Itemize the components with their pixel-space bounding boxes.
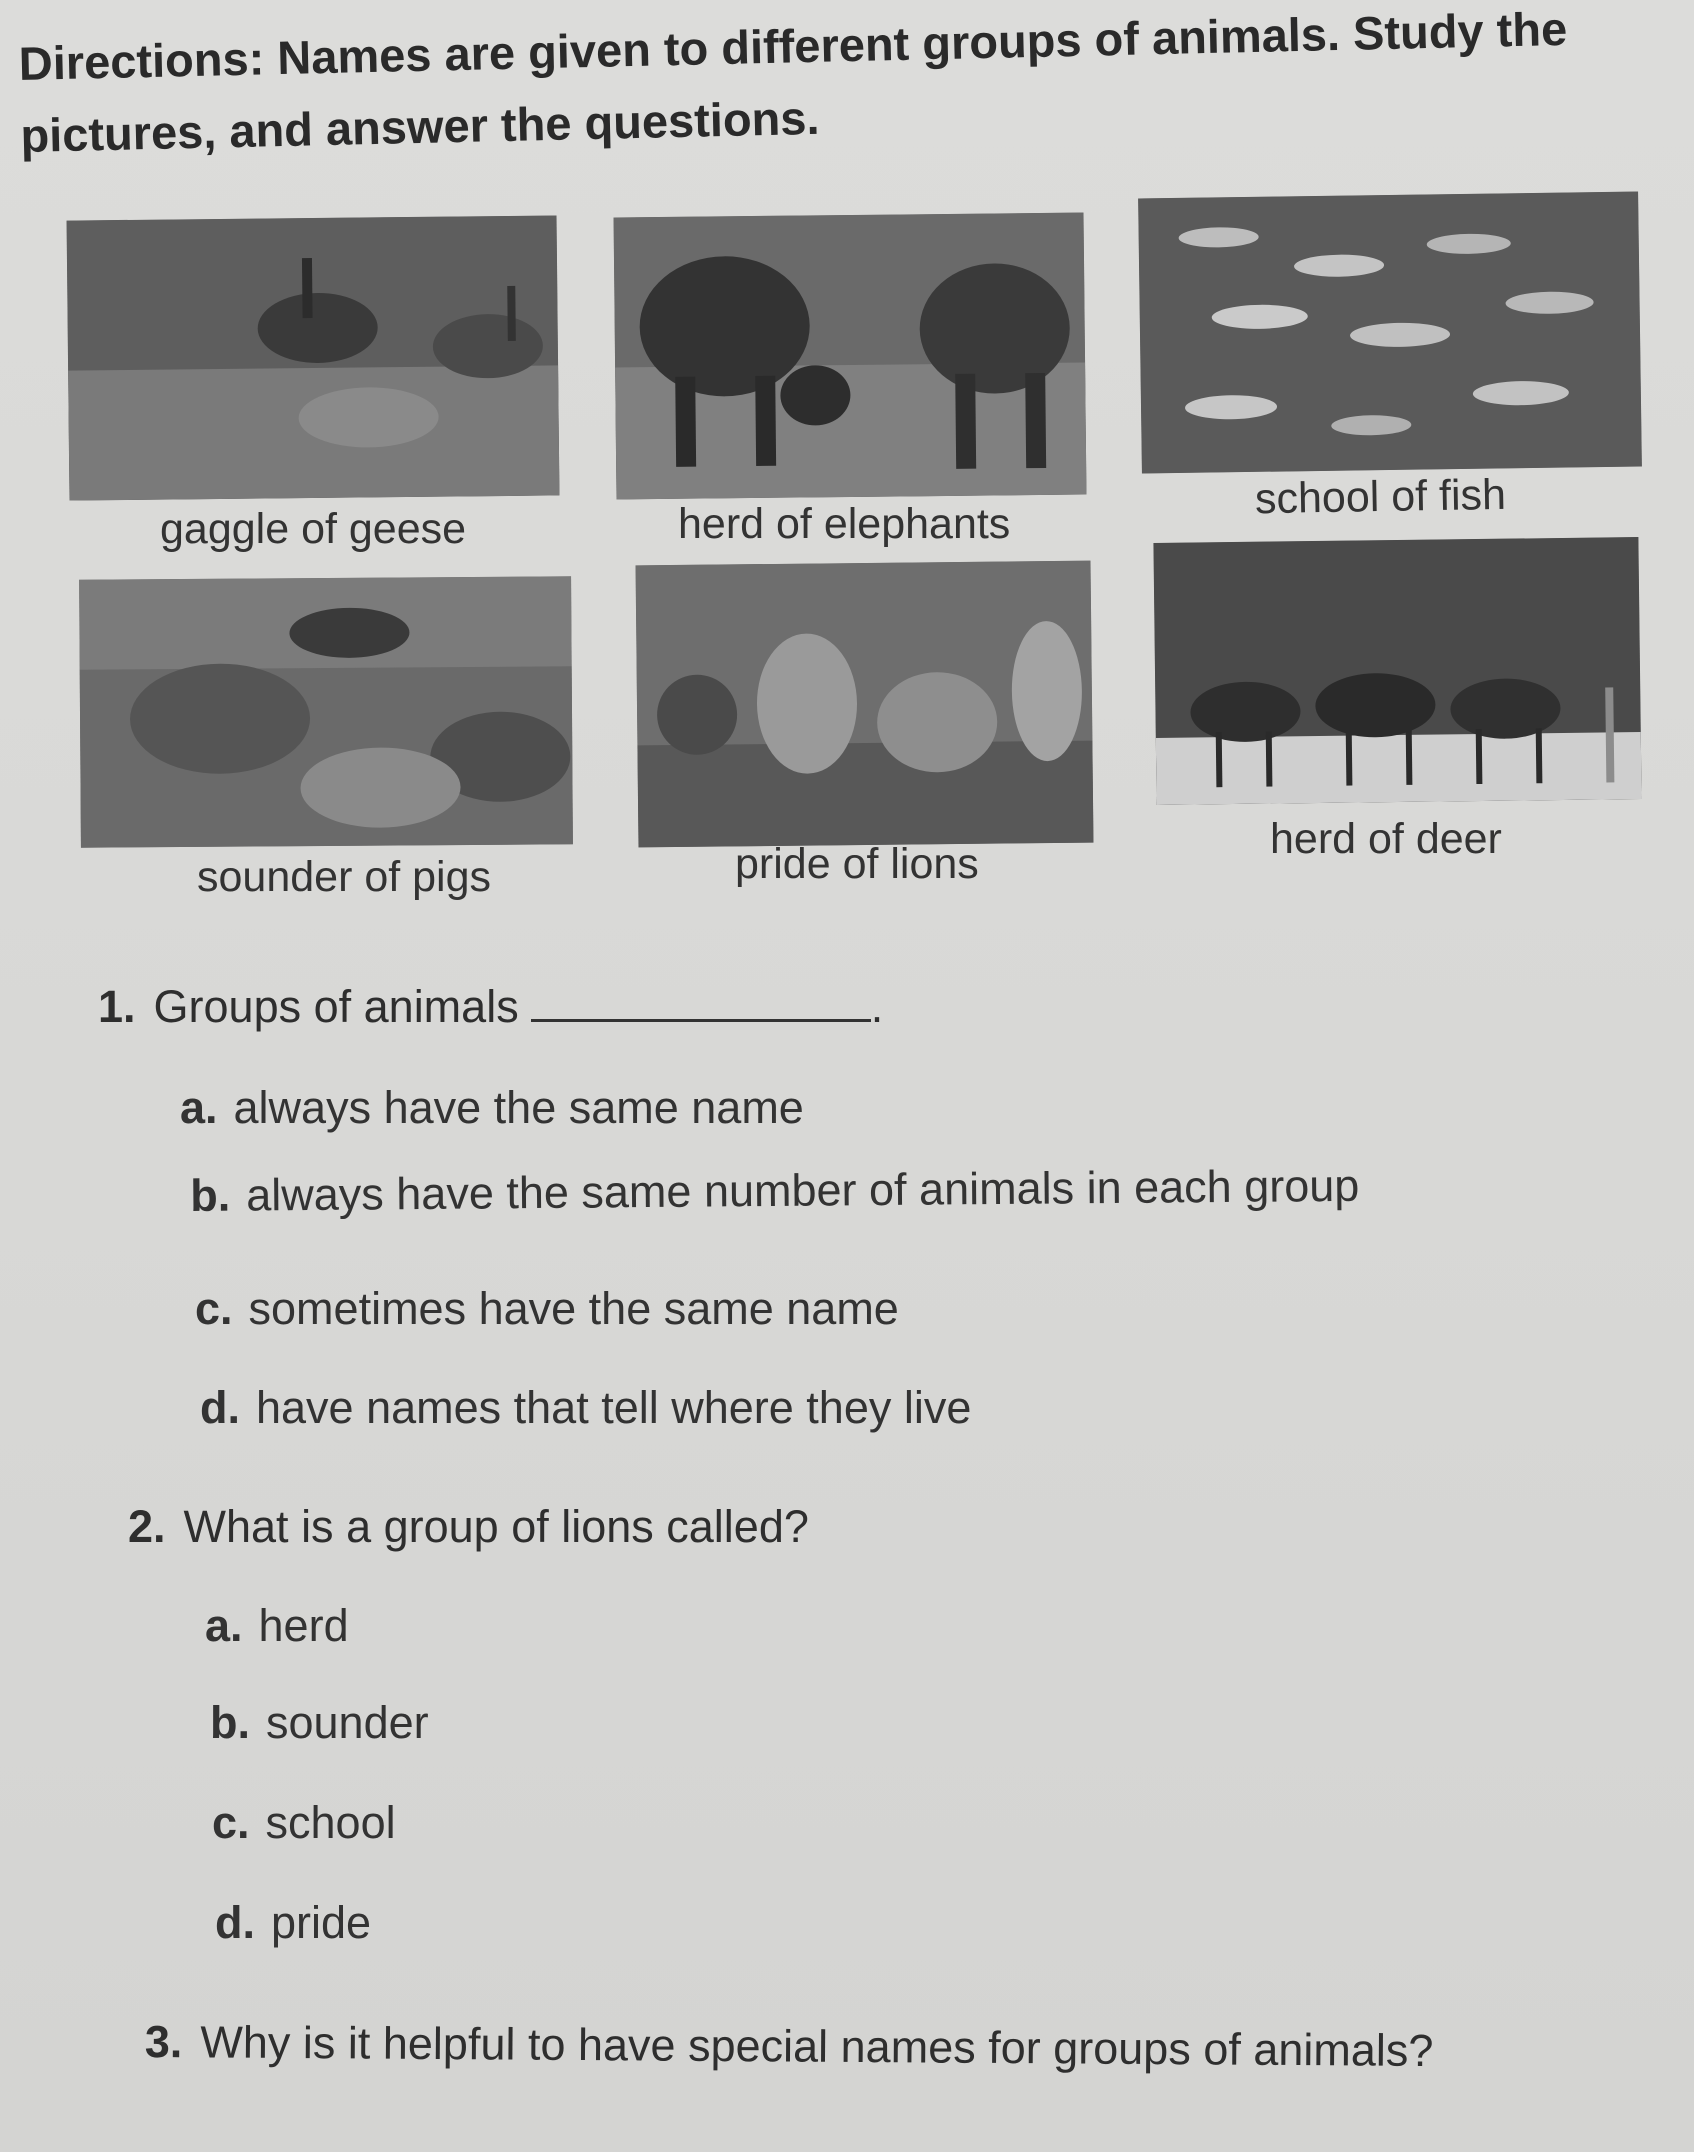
q2-option-c[interactable] xyxy=(212,1797,396,1849)
lions-photo xyxy=(636,561,1094,848)
q1-option-c[interactable] xyxy=(195,1283,899,1335)
option-text: have names that tell where they live xyxy=(256,1382,972,1433)
fish-photo xyxy=(1138,192,1642,474)
option-text: sounder xyxy=(266,1697,429,1748)
question-1 xyxy=(98,980,883,1034)
question-3-text: Why is it helpful to have special names for groups of animals? xyxy=(200,2016,1434,2076)
question-1-text: Groups of animals xyxy=(153,981,519,1032)
q1-option-d[interactable] xyxy=(200,1382,971,1434)
option-text: pride xyxy=(271,1897,372,1948)
option-text: always have the same number of animals in each group xyxy=(245,1159,1360,1221)
question-1-number: 1. xyxy=(98,981,136,1032)
q2-option-d[interactable] xyxy=(215,1897,371,1949)
option-letter: a. xyxy=(180,1082,218,1133)
option-text: always have the same name xyxy=(233,1082,804,1133)
caption-deer: herd of deer xyxy=(1270,815,1502,863)
question-2 xyxy=(128,1500,809,1554)
question-2-text: What is a group of lions called? xyxy=(183,1501,809,1552)
directions-text: Names are given to different groups of animals. Study the pictures, and answer the questions. xyxy=(19,1,1568,162)
option-letter: a. xyxy=(205,1600,243,1651)
geese-photo xyxy=(67,215,560,500)
caption-lions: pride of lions xyxy=(735,840,979,888)
caption-fish: school of fish xyxy=(1254,470,1507,524)
option-text: school xyxy=(265,1797,396,1848)
q1-option-a[interactable] xyxy=(180,1082,804,1134)
elephants-photo xyxy=(614,213,1087,500)
directions xyxy=(18,0,1681,172)
option-letter: c. xyxy=(212,1797,250,1848)
caption-pigs: sounder of pigs xyxy=(197,853,492,901)
question-3-number: 3. xyxy=(144,2016,183,2068)
question-3 xyxy=(145,2015,1434,2078)
answer-blank[interactable] xyxy=(531,981,871,1022)
q1-option-b[interactable] xyxy=(190,1160,1360,1222)
pigs-photo xyxy=(79,576,573,847)
option-letter: b. xyxy=(210,1697,250,1748)
q2-option-a[interactable] xyxy=(205,1600,349,1652)
question-2-number: 2. xyxy=(128,1501,166,1552)
option-text: herd xyxy=(258,1600,349,1651)
option-letter: b. xyxy=(190,1169,231,1221)
option-letter: c. xyxy=(195,1283,233,1334)
option-text: sometimes have the same name xyxy=(248,1283,899,1334)
option-letter: d. xyxy=(215,1897,255,1948)
caption-geese: gaggle of geese xyxy=(160,505,467,553)
question-1-trailing: . xyxy=(870,981,884,1032)
option-letter: d. xyxy=(200,1382,240,1433)
directions-lead: Directions: xyxy=(18,31,265,90)
deer-photo xyxy=(1153,537,1641,805)
q2-option-b[interactable] xyxy=(210,1697,429,1749)
caption-elephants: herd of elephants xyxy=(678,500,1011,548)
